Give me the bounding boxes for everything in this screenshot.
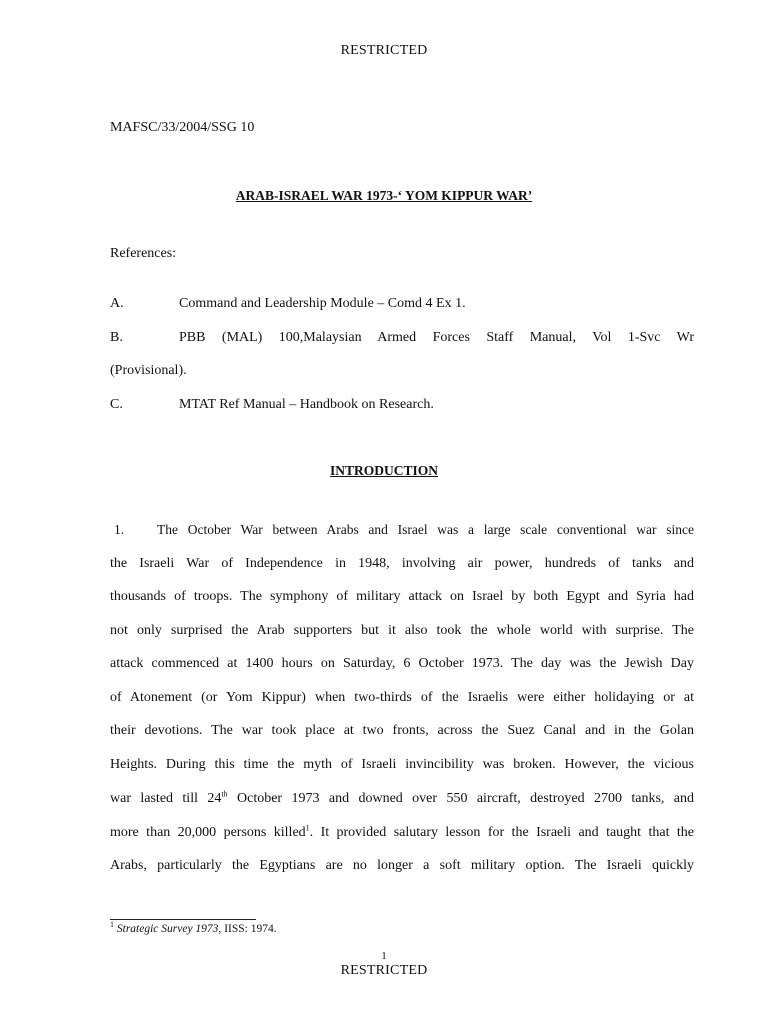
paragraph-line: Heights. During this time the myth of Israeli invincibility was broken. However, the vicious [110,757,694,772]
footnote-detail: IISS: 1974. [221,923,277,935]
paragraph-text: The October War between Arabs and Israel was a large scale conventional war since [157,522,694,537]
superscript: th [221,789,228,799]
reference-text: MTAT Ref Manual – Handbook on Research. [179,397,434,412]
paragraph-line: more than 20,000 persons killed$^1$. It provided salutary lesson for the Israeli and taught that the [110,823,694,840]
paragraph-line: attack commenced at 1400 hours on Saturday, 6 October 1973. The day was the Jewish Day [110,656,694,671]
paragraph-number: 1. [114,522,125,537]
reference-letter: B. [110,330,123,345]
document-reference-code: MAFSC/33/2004/SSG 10 [110,120,255,135]
reference-text: PBB (MAL) 100,Malaysian Armed Forces Staff Manual, Vol 1-Svc Wr [179,330,694,345]
classification-header: RESTRICTED [340,43,428,58]
footnote-separator [110,919,256,920]
reference-letter: C. [110,397,123,412]
paragraph-line: thousands of troops. The symphony of military attack on Israel by both Egypt and Syria had [110,589,694,604]
references-label: References: [110,246,177,261]
paragraph-line: war lasted till 24th October 1973 and downed over 550 aircraft, destroyed 2700 tanks, and [110,789,694,806]
reference-item-b [110,330,694,348]
reference-item-b-continuation: (Provisional). [110,363,187,378]
section-heading: INTRODUCTION [329,463,438,478]
paragraph-line: not only surprised the Arab supporters but it also took the whole world with surprise. The [110,623,694,638]
footnote-reference[interactable]: 1 [305,823,310,833]
paragraph-first-line [114,522,694,540]
paragraph-line: of Atonement (or Yom Kippur) when two-thirds of the Israelis were either holidaying or at [110,690,694,705]
footnote-marker: 1 [110,920,114,930]
reference-text: Command and Leadership Module – Comd 4 Ex 1. [179,296,466,311]
paragraph-line: Arabs, particularly the Egyptians are no longer a soft military option. The Israeli quickly [110,858,694,873]
classification-footer: RESTRICTED [340,963,428,978]
document-title: ARAB-ISRAEL WAR 1973-‘ YOM KIPPUR WAR’ [235,188,533,203]
footnote-source: Strategic Survey 1973, [116,923,222,935]
footnote [110,920,277,935]
paragraph-line: the Israeli War of Independence in 1948, involving air power, hundreds of tanks and [110,556,694,571]
page-number: 1 [381,950,387,962]
reference-letter: A. [110,296,124,311]
paragraph-line: their devotions. The war took place at two fronts, across the Suez Canal and in the Golan [110,723,694,738]
